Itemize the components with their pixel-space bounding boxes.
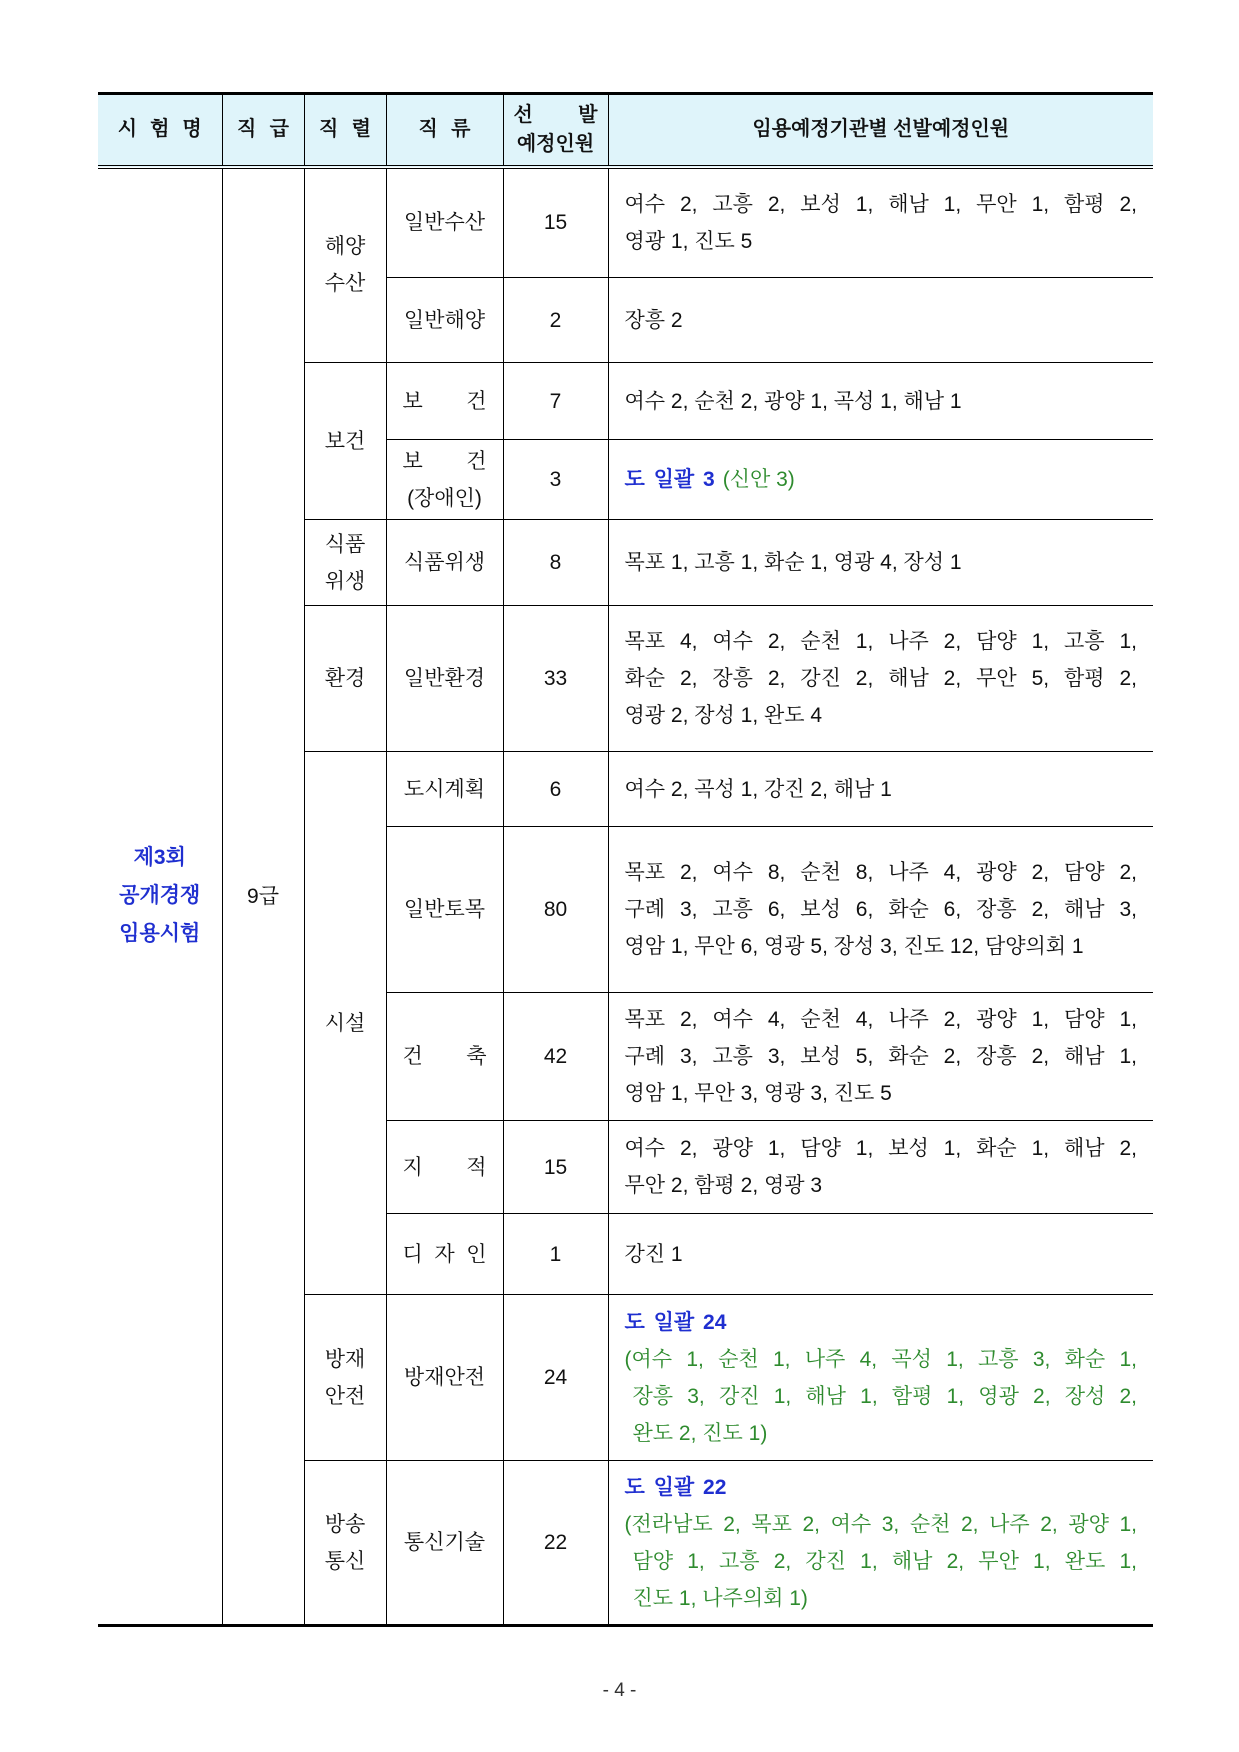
category-cell: 통신기술: [386, 1461, 503, 1626]
series-line: 방송: [324, 1512, 366, 1536]
exam-name-line: 공개경쟁: [119, 884, 201, 908]
series-line: 환경: [324, 667, 366, 690]
header-count-top: 선 발: [513, 103, 598, 126]
category-cell: 식품위생: [386, 520, 503, 606]
category-line: (장애인): [407, 486, 482, 510]
count-cell: 2: [503, 278, 608, 363]
series-line: 식품: [324, 532, 366, 556]
agencies-cell: [608, 167, 1153, 278]
agencies-line: 영암 1, 무안 3, 영광 3, 진도 5: [624, 1082, 892, 1105]
agencies-line: 목포 4, 여수 2, 순천 1, 나주 2, 담양 1, 고흥 1,: [624, 630, 1137, 653]
header-grade-label: 직 급: [237, 118, 289, 141]
category-cell: 일반해양: [386, 278, 503, 363]
grade-cell: 9급: [222, 167, 304, 1626]
count-cell: 8: [503, 520, 608, 606]
agencies-line: [625, 461, 1138, 498]
category-cell: 일반토목: [386, 827, 503, 993]
category-cell: 도시계획: [386, 752, 503, 827]
agencies-line: 장흥 2: [624, 308, 683, 332]
agencies-line: 목포 1, 고흥 1, 화순 1, 영광 4, 장성 1: [624, 551, 962, 574]
agencies-detail-line: 장흥 3, 강진 1, 해남 1, 함평 1, 영광 2, 장성 2,: [632, 1384, 1137, 1408]
agencies-detail-line: (여수 1, 순천 1, 나주 4, 곡성 1, 고흥 3, 화순 1,: [624, 1347, 1137, 1371]
agencies-line: 화순 2, 장흥 2, 강진 2, 해남 2, 무안 5, 함평 2,: [624, 667, 1137, 690]
agencies-detail-line: 진도 1, 나주의회 1): [632, 1586, 808, 1610]
series-line: 보건: [324, 429, 366, 453]
header-exam-name: [98, 94, 222, 167]
agencies-cell: [608, 606, 1153, 752]
exam-name-cell: [98, 167, 222, 1626]
category-cell: 방재안전: [386, 1295, 503, 1461]
series-line: 통신: [324, 1549, 366, 1573]
series-cell: [304, 167, 386, 363]
agencies-line: 강진 1: [624, 1242, 683, 1266]
agencies-line: 여수 2, 순천 2, 광양 1, 곡성 1, 해남 1: [624, 389, 962, 413]
category-label: 보 건: [402, 449, 487, 473]
page-number: - 4 -: [602, 1680, 637, 1701]
agencies-cell: [608, 363, 1153, 440]
category-label: 보 건: [402, 389, 487, 413]
agencies-cell: [608, 520, 1153, 606]
agencies-cell: [608, 827, 1153, 993]
series-cell: [304, 520, 386, 606]
series-cell: [304, 606, 386, 752]
count-cell: 80: [503, 827, 608, 993]
agencies-detail-line: (전라남도 2, 목포 2, 여수 3, 순천 2, 나주 2, 광양 1,: [624, 1512, 1137, 1536]
table-row: [98, 167, 1153, 278]
header-exam-name-label: 시 험 명: [117, 118, 202, 141]
agencies-line: 무안 2, 함평 2, 영광 3: [624, 1174, 823, 1197]
agencies-cell: [608, 1461, 1153, 1626]
header-series: [304, 94, 386, 167]
agencies-line: 여수 2, 고흥 2, 보성 1, 해남 1, 무안 1, 함평 2,: [624, 192, 1137, 216]
count-cell: 15: [503, 1121, 608, 1214]
series-cell: [304, 1295, 386, 1461]
count-cell: 3: [503, 440, 608, 520]
category-label: 디 자 인: [402, 1242, 487, 1266]
category-line: [387, 442, 503, 480]
header-grade: [222, 94, 304, 167]
agencies-line: 영광 1, 진도 5: [624, 229, 753, 253]
category-cell: 일반수산: [386, 167, 503, 278]
category-cell: 일반환경: [386, 606, 503, 752]
count-cell: 33: [503, 606, 608, 752]
category-cell: [386, 1214, 503, 1295]
exam-name-line: 제3회: [133, 846, 186, 870]
province-bulk-label: 도 일괄 3: [624, 468, 715, 491]
recruitment-table: [98, 92, 1153, 1627]
agencies-cell: [608, 278, 1153, 363]
series-cell: [304, 363, 386, 520]
agencies-line: 영암 1, 무안 6, 영광 5, 장성 3, 진도 12, 담양의회 1: [624, 935, 1084, 958]
exam-name-line: 임용시험: [119, 922, 201, 946]
series-cell: [304, 1461, 386, 1626]
province-bulk-label: 도 일괄 22: [624, 1475, 727, 1499]
agencies-cell: [608, 440, 1153, 520]
category-cell: [386, 1121, 503, 1214]
series-line: 해양: [324, 235, 366, 259]
header-row: [98, 94, 1153, 167]
series-line: 시설: [324, 1011, 366, 1035]
count-cell: 42: [503, 993, 608, 1121]
category-cell: [386, 993, 503, 1121]
agencies-line: 여수 2, 광양 1, 담양 1, 보성 1, 화순 1, 해남 2,: [624, 1137, 1137, 1160]
category-label: 지 적: [402, 1155, 487, 1179]
category-cell: [386, 363, 503, 440]
series-line: 안전: [324, 1384, 366, 1408]
series-line: 위생: [324, 569, 366, 593]
agencies-detail: (신안 3): [722, 468, 795, 491]
category-label: 건 축: [402, 1045, 487, 1069]
agencies-line: 영광 2, 장성 1, 완도 4: [624, 704, 823, 727]
header-count-bottom: 예정인원: [516, 132, 595, 155]
agencies-line: 구례 3, 고흥 6, 보성 6, 화순 6, 장흥 2, 해남 3,: [624, 898, 1137, 921]
province-bulk-label: 도 일괄 24: [624, 1310, 727, 1334]
count-cell: 24: [503, 1295, 608, 1461]
header-series-label: 직 렬: [319, 118, 371, 141]
agencies-cell: [608, 1121, 1153, 1214]
agencies-line: 구례 3, 고흥 3, 보성 5, 화순 2, 장흥 2, 해남 1,: [624, 1045, 1137, 1068]
agencies-detail-line: 완도 2, 진도 1): [632, 1421, 768, 1445]
agencies-detail-line: 담양 1, 고흥 2, 강진 1, 해남 2, 무안 1, 완도 1,: [632, 1549, 1137, 1573]
category-cell: [386, 440, 503, 520]
agencies-cell: [608, 752, 1153, 827]
header-category-label: 직 류: [418, 118, 471, 141]
header-category: [386, 94, 503, 167]
count-cell: 22: [503, 1461, 608, 1626]
header-count: [503, 94, 608, 167]
agencies-line: 여수 2, 곡성 1, 강진 2, 해남 1: [624, 777, 892, 801]
series-cell: [304, 752, 386, 1295]
agencies-cell: [608, 1295, 1153, 1461]
agencies-line: 목포 2, 여수 8, 순천 8, 나주 4, 광양 2, 담양 2,: [624, 861, 1137, 884]
series-line: 수산: [324, 272, 366, 296]
agencies-cell: [608, 1214, 1153, 1295]
header-count-top-line: [504, 101, 608, 130]
header-agencies: 임용예정기관별 선발예정인원: [608, 94, 1153, 167]
count-cell: 1: [503, 1214, 608, 1295]
agencies-cell: [608, 993, 1153, 1121]
agencies-line: 목포 2, 여수 4, 순천 4, 나주 2, 광양 1, 담양 1,: [624, 1008, 1137, 1031]
count-cell: 7: [503, 363, 608, 440]
count-cell: 15: [503, 167, 608, 278]
series-line: 방재: [324, 1347, 366, 1371]
count-cell: 6: [503, 752, 608, 827]
